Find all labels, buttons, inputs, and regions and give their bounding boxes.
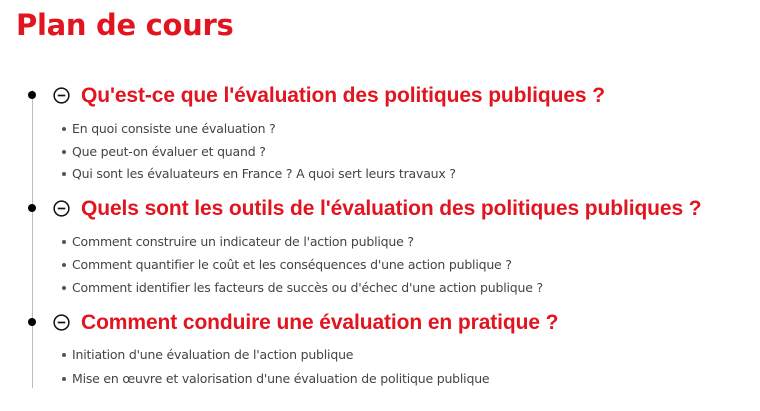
timeline-dot: [28, 318, 36, 326]
timeline-dot: [28, 91, 36, 99]
list-item: [62, 234, 414, 254]
section-title[interactable]: Quels sont les outils de l'évaluation des politiques publiques ?: [81, 197, 702, 220]
bullet: [62, 172, 66, 176]
list-item: [62, 371, 489, 391]
list-item-label: Comment identifier les facteurs de succès ou d'échec d'une action publique ?: [72, 280, 543, 295]
bullet: [62, 286, 66, 290]
list-item: [62, 144, 266, 164]
timeline-dot: [28, 204, 36, 212]
list-item-label: Mise en œuvre et valorisation d'une évaluation de politique publique: [72, 371, 490, 386]
list-item-label: Que peut-on évaluer et quand ?: [72, 144, 266, 159]
list-item-label: Qui sont les évaluateurs en France ? A quoi sert leurs travaux ?: [72, 166, 456, 181]
list-item: [62, 347, 353, 367]
bullet: [62, 353, 66, 357]
bullet: [62, 377, 66, 381]
list-item-label: En quoi consiste une évaluation ?: [72, 121, 276, 136]
minus-circle-icon[interactable]: [53, 314, 70, 331]
list-item: [62, 257, 512, 277]
list-item-label: Comment construire un indicateur de l'action publique ?: [72, 234, 414, 249]
bullet: [62, 240, 66, 244]
minus-circle-icon[interactable]: [53, 87, 70, 104]
list-item: [62, 280, 543, 300]
section-title[interactable]: Qu'est-ce que l'évaluation des politiques publiques ?: [81, 84, 605, 107]
section-title[interactable]: Comment conduire une évaluation en pratique ?: [81, 311, 559, 334]
page-title: Plan de cours: [16, 8, 234, 42]
timeline-line: [32, 90, 33, 388]
bullet: [62, 127, 66, 131]
minus-circle-icon[interactable]: [53, 200, 70, 217]
list-item: [62, 121, 276, 141]
list-item-label: Initiation d'une évaluation de l'action publique: [72, 347, 354, 362]
bullet: [62, 263, 66, 267]
bullet: [62, 150, 66, 154]
list-item: [62, 166, 456, 186]
list-item-label: Comment quantifier le coût et les conséquences d'une action publique ?: [72, 257, 512, 272]
